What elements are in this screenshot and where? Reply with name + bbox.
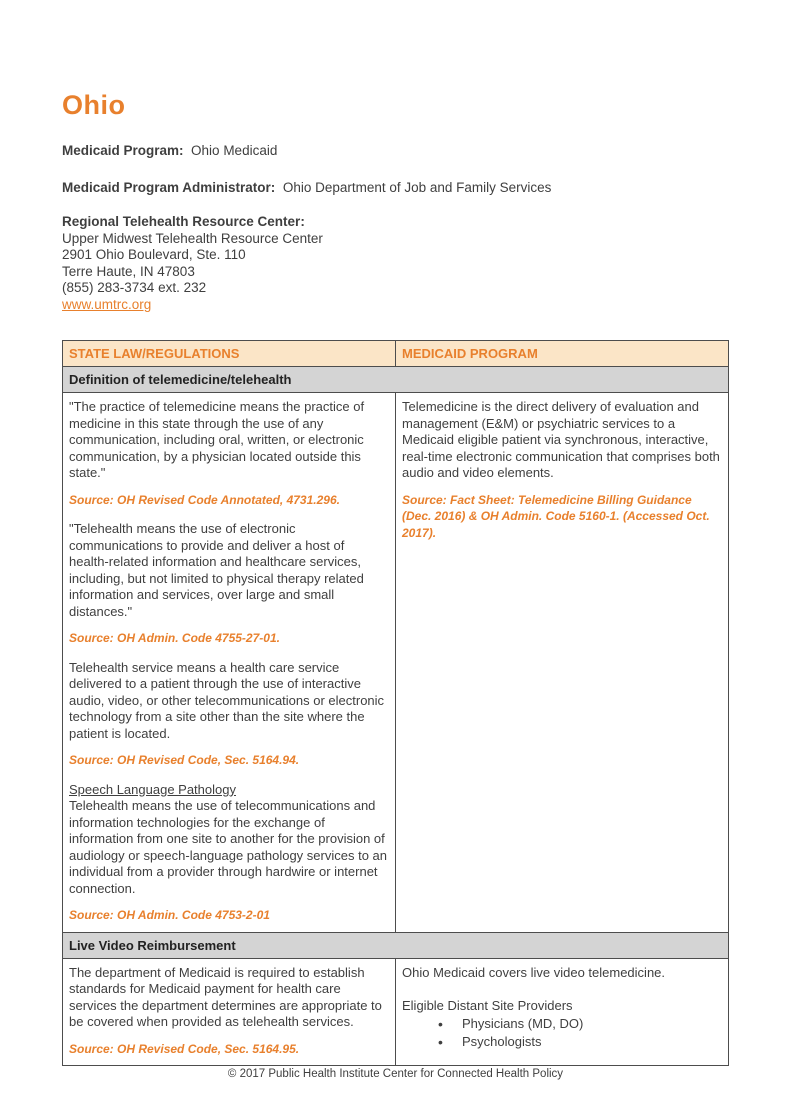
section-title-live-video: Live Video Reimbursement — [63, 932, 729, 958]
resource-center-name: Upper Midwest Telehealth Resource Center — [62, 230, 323, 246]
paragraph: "The practice of telemedicine means the practice of medicine in this state through the use of any communication, including oral, written, or electronic communication, by a physician located outside this state." — [69, 399, 365, 480]
paragraph: Telehealth service means a health care service delivered to a patient through the use of interactive audio, video, or other telecommunications or electronic technology from a site other than the site where the patient is located. — [69, 659, 385, 741]
definition-medicaid-cell — [396, 393, 729, 933]
subsection-heading: Speech Language Pathology — [69, 781, 236, 797]
section-band-row — [63, 932, 729, 958]
page-content — [0, 90, 791, 1066]
source-citation: Source: Fact Sheet: Telemedicine Billing Guidance (Dec. 2016) & OH Admin. Code 5160-1. (Accessed Oct. 2017). — [402, 492, 710, 540]
table-row — [63, 958, 729, 1066]
providers-list-heading: Eligible Distant Site Providers — [402, 998, 573, 1013]
administrator-value: Ohio Department of Job and Family Services — [282, 180, 552, 195]
source-citation: Source: OH Revised Code Annotated, 4731.296. — [69, 492, 340, 507]
administrator-label: Medicaid Program Administrator: — [62, 180, 276, 195]
source-citation: Source: OH Admin. Code 4755-27-01. — [69, 631, 280, 645]
table-row — [63, 393, 729, 933]
medicaid-program-line — [62, 143, 733, 158]
page-footer: © 2017 Public Health Institute Center for Connected Health Policy — [227, 1068, 564, 1080]
paragraph: Ohio Medicaid covers live video telemedicine. — [402, 964, 666, 980]
medicaid-program-label: Medicaid Program: — [62, 143, 184, 158]
section-band-row — [63, 367, 729, 393]
policy-table — [62, 340, 729, 1066]
paragraph: Telehealth means the use of telecommunications and information technologies for the exchange of information from one site to another for the provision of audiology or speech-language pathology services to an individual from a provider through hardwire or internet connection. — [69, 798, 387, 896]
providers-list — [402, 1015, 720, 1051]
umtrc-link[interactable]: www.umtrc.org — [62, 296, 152, 312]
column-header-medicaid-program: MEDICAID PROGRAM — [396, 341, 729, 367]
resource-center-phone: (855) 283-3734 ext. 232 — [62, 280, 207, 295]
resource-center-city: Terre Haute, IN 47803 — [62, 263, 195, 279]
resource-center-label: Regional Telehealth Resource Center: — [62, 214, 305, 229]
paragraph: "Telehealth means the use of electronic communications to provide and deliver a host of health-related information and healthcare services, including, but not limited to physical therapy related information and services, over large and small distances." — [69, 521, 364, 619]
column-header-state-law: STATE LAW/REGULATIONS — [63, 341, 396, 367]
resource-center-street: 2901 Ohio Boulevard, Ste. 110 — [62, 247, 246, 262]
table-header-row — [63, 341, 729, 367]
administrator-line — [62, 180, 733, 195]
paragraph: The department of Medicaid is required to establish standards for Medicaid payment for health care services the department determines are appropriate to be covered when provided as telehealth services. — [69, 964, 382, 1029]
paragraph: Telemedicine is the direct delivery of evaluation and management (E&M) or psychiatric services to a Medicaid eligible patient via synchronous, interactive, real-time electronic communication that comprises both audio and video elements. — [402, 399, 720, 480]
document-page — [0, 90, 791, 1114]
source-citation: Source: OH Revised Code, Sec. 5164.95. — [69, 1041, 300, 1056]
live-video-state-law-cell — [63, 958, 396, 1066]
list-item: • Physicians (MD, DO) — [438, 1015, 720, 1033]
page-title: Ohio — [62, 90, 126, 120]
list-item: • Psychologists — [438, 1033, 720, 1051]
medicaid-program-value: Ohio Medicaid — [191, 143, 278, 158]
definition-state-law-cell — [63, 393, 396, 933]
resource-center-block — [62, 214, 733, 313]
source-citation: Source: OH Revised Code, Sec. 5164.94. — [69, 753, 300, 767]
source-citation: Source: OH Admin. Code 4753-2-01 — [69, 908, 270, 922]
live-video-medicaid-cell — [396, 958, 729, 1066]
section-title-definition: Definition of telemedicine/telehealth — [63, 367, 729, 393]
